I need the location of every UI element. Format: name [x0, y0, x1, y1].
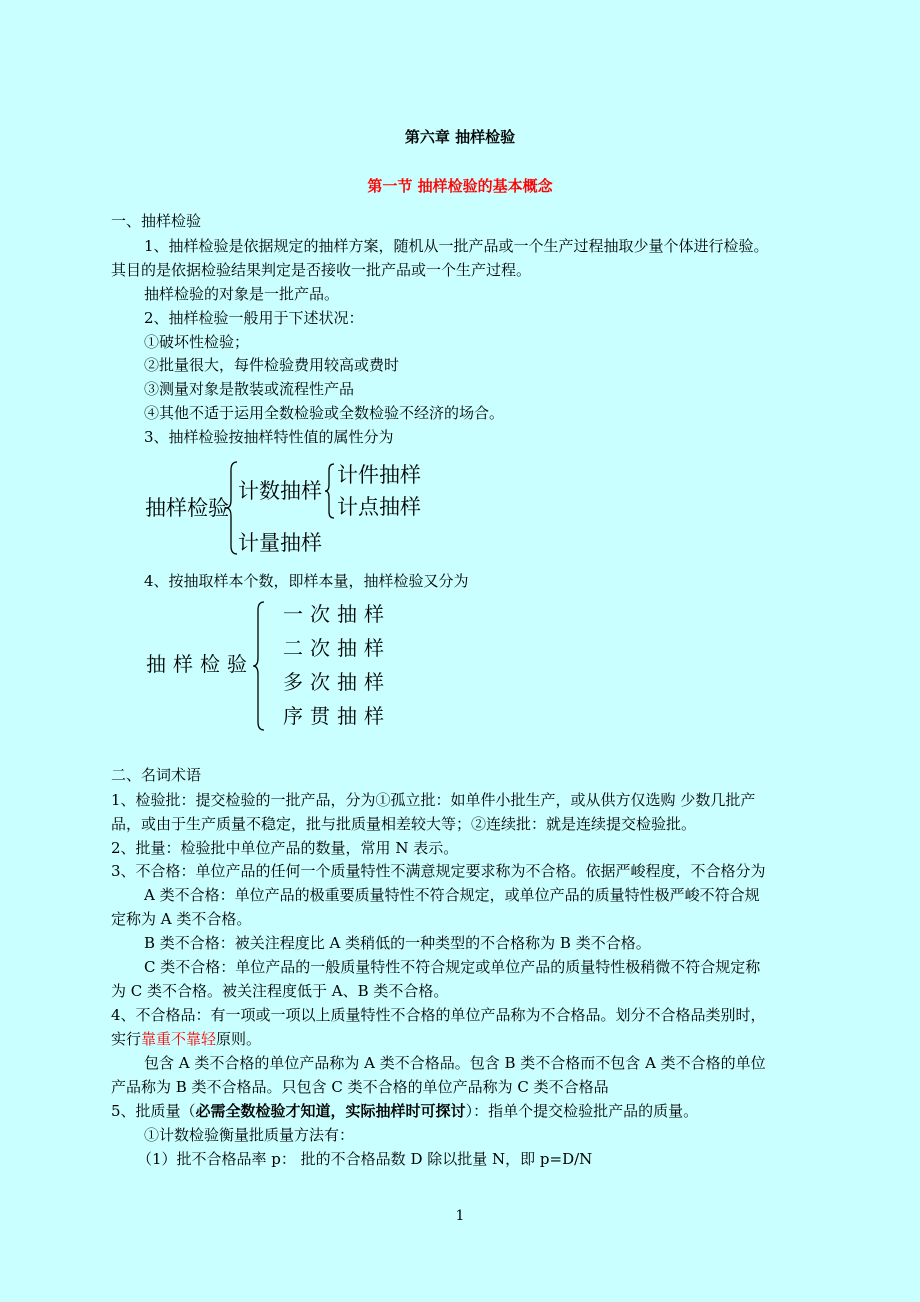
paragraph-1-line-1: 1、抽样检验是依据规定的抽样方案，随机从一批产品或一个生产过程抽取少量个体进行检验。	[144, 237, 769, 255]
diagram2-item: 多次抽样	[283, 670, 391, 694]
diagram2-item: 序贯抽样	[283, 704, 391, 728]
term-4-suffix: 原则。	[216, 1030, 262, 1048]
diagram1-leaf-piece: 计件抽样	[337, 463, 421, 487]
class-c-line-2: 为 C 类不合格。被关注程度低于 A、B 类不合格。	[111, 982, 449, 1000]
term-3: 3、不合格：单位产品的任何一个质量特性不满意规定要求称为不合格。依据严峻程度，不合格分为	[111, 862, 766, 880]
list-item: ②批量很大，每件检验费用较高或费时	[144, 356, 400, 374]
term-5-bold-note: 必需全数检验才知道，实际抽样时可探讨	[195, 1102, 466, 1120]
diagram2-item: 一次抽样	[283, 602, 391, 626]
diagram1-branch-count: 计数抽样	[238, 479, 322, 503]
class-b-line: B 类不合格：被关注程度比 A 类稍低的一种类型的不合格称为 B 类不合格。	[144, 934, 651, 952]
term-5-item-1: （1）批不合格品率 p： 批的不合格品数 D 除以批量 N，即 p=D/N	[137, 1150, 593, 1168]
class-c-line-1: C 类不合格：单位产品的一般质量特性不符合规定或单位产品的质量特性极稍微不符合规定称	[144, 958, 761, 976]
part1-heading: 一、抽样检验	[111, 212, 202, 230]
left-brace-icon	[225, 460, 239, 556]
diagram2-item: 二次抽样	[283, 636, 391, 660]
term-1-line-1: 1、检验批：提交检验的一批产品，分为①孤立批：如单件小批生产，或从供方仅选购 少数几批产	[111, 791, 756, 809]
term-5-suffix: ）：指单个提交检验批产品的质量。	[465, 1102, 699, 1120]
list-item: ④其他不适于运用全数检验或全数检验不经济的场合。	[144, 404, 505, 422]
page-number: 1	[455, 1208, 465, 1224]
term-4-line-1: 4、不合格品：有一项或一项以上质量特性不合格的单位产品称为不合格品。划分不合格品类别时，	[111, 1006, 766, 1024]
term-4-para-2-line-2: 产品称为 B 类不合格品。只包含 C 类不合格的单位产品称为 C 类不合格品	[111, 1078, 609, 1096]
diagram1-branch-measure: 计量抽样	[238, 531, 322, 555]
section-title: 第一节 抽样检验的基本概念	[367, 177, 553, 195]
highlight-principle: 靠重不靠轻	[141, 1030, 217, 1048]
term-1-line-2: 品，或由于生产质量不稳定，批与批质量相差较大等；②连续批：就是连续提交检验批。	[111, 815, 697, 833]
paragraph-1-line-2: 其目的是依据检验结果判定是否接收一批产品或一个生产过程。	[111, 261, 532, 279]
paragraph-4-intro: 4、按抽取样本个数，即样本量，抽样检验又分为	[144, 572, 469, 590]
chapter-title: 第六章 抽样检验	[404, 128, 516, 146]
paragraph-2-intro: 2、抽样检验一般用于下述状况：	[144, 309, 364, 327]
diagram2-root: 抽样检验	[146, 652, 254, 676]
paragraph-object: 抽样检验的对象是一批产品。	[144, 285, 340, 303]
part2-heading: 二、名词术语	[111, 766, 202, 784]
term-4-prefix: 实行	[111, 1030, 142, 1048]
class-a-line-1: A 类不合格：单位产品的极重要质量特性不符合规定，或单位产品的质量特性极严峻不符合规	[144, 886, 760, 904]
list-item: ①破坏性检验；	[144, 333, 250, 351]
class-a-line-2: 定称为 A 类不合格。	[111, 910, 252, 928]
term-2: 2、批量：检验批中单位产品的数量，常用 N 表示。	[111, 839, 459, 857]
diagram1-root: 抽样检验	[145, 496, 229, 520]
term-4-line-2	[111, 1029, 261, 1049]
list-item: ③测量对象是散装或流程性产品	[144, 380, 355, 398]
term-5-prefix: 5、批质量（	[111, 1102, 196, 1120]
term-4-para-2-line-1: 包含 A 类不合格的单位产品称为 A 类不合格品。包含 B 类不合格而不包含 A 类不合格的单位	[144, 1054, 766, 1072]
left-brace-icon	[252, 600, 266, 732]
left-brace-icon	[324, 462, 336, 520]
term-5-sub: ①计数检验衡量批质量方法有：	[144, 1126, 355, 1144]
paragraph-3-intro: 3、抽样检验按抽样特性值的属性分为	[144, 428, 394, 446]
term-5	[111, 1101, 698, 1121]
diagram1-leaf-point: 计点抽样	[337, 495, 421, 519]
